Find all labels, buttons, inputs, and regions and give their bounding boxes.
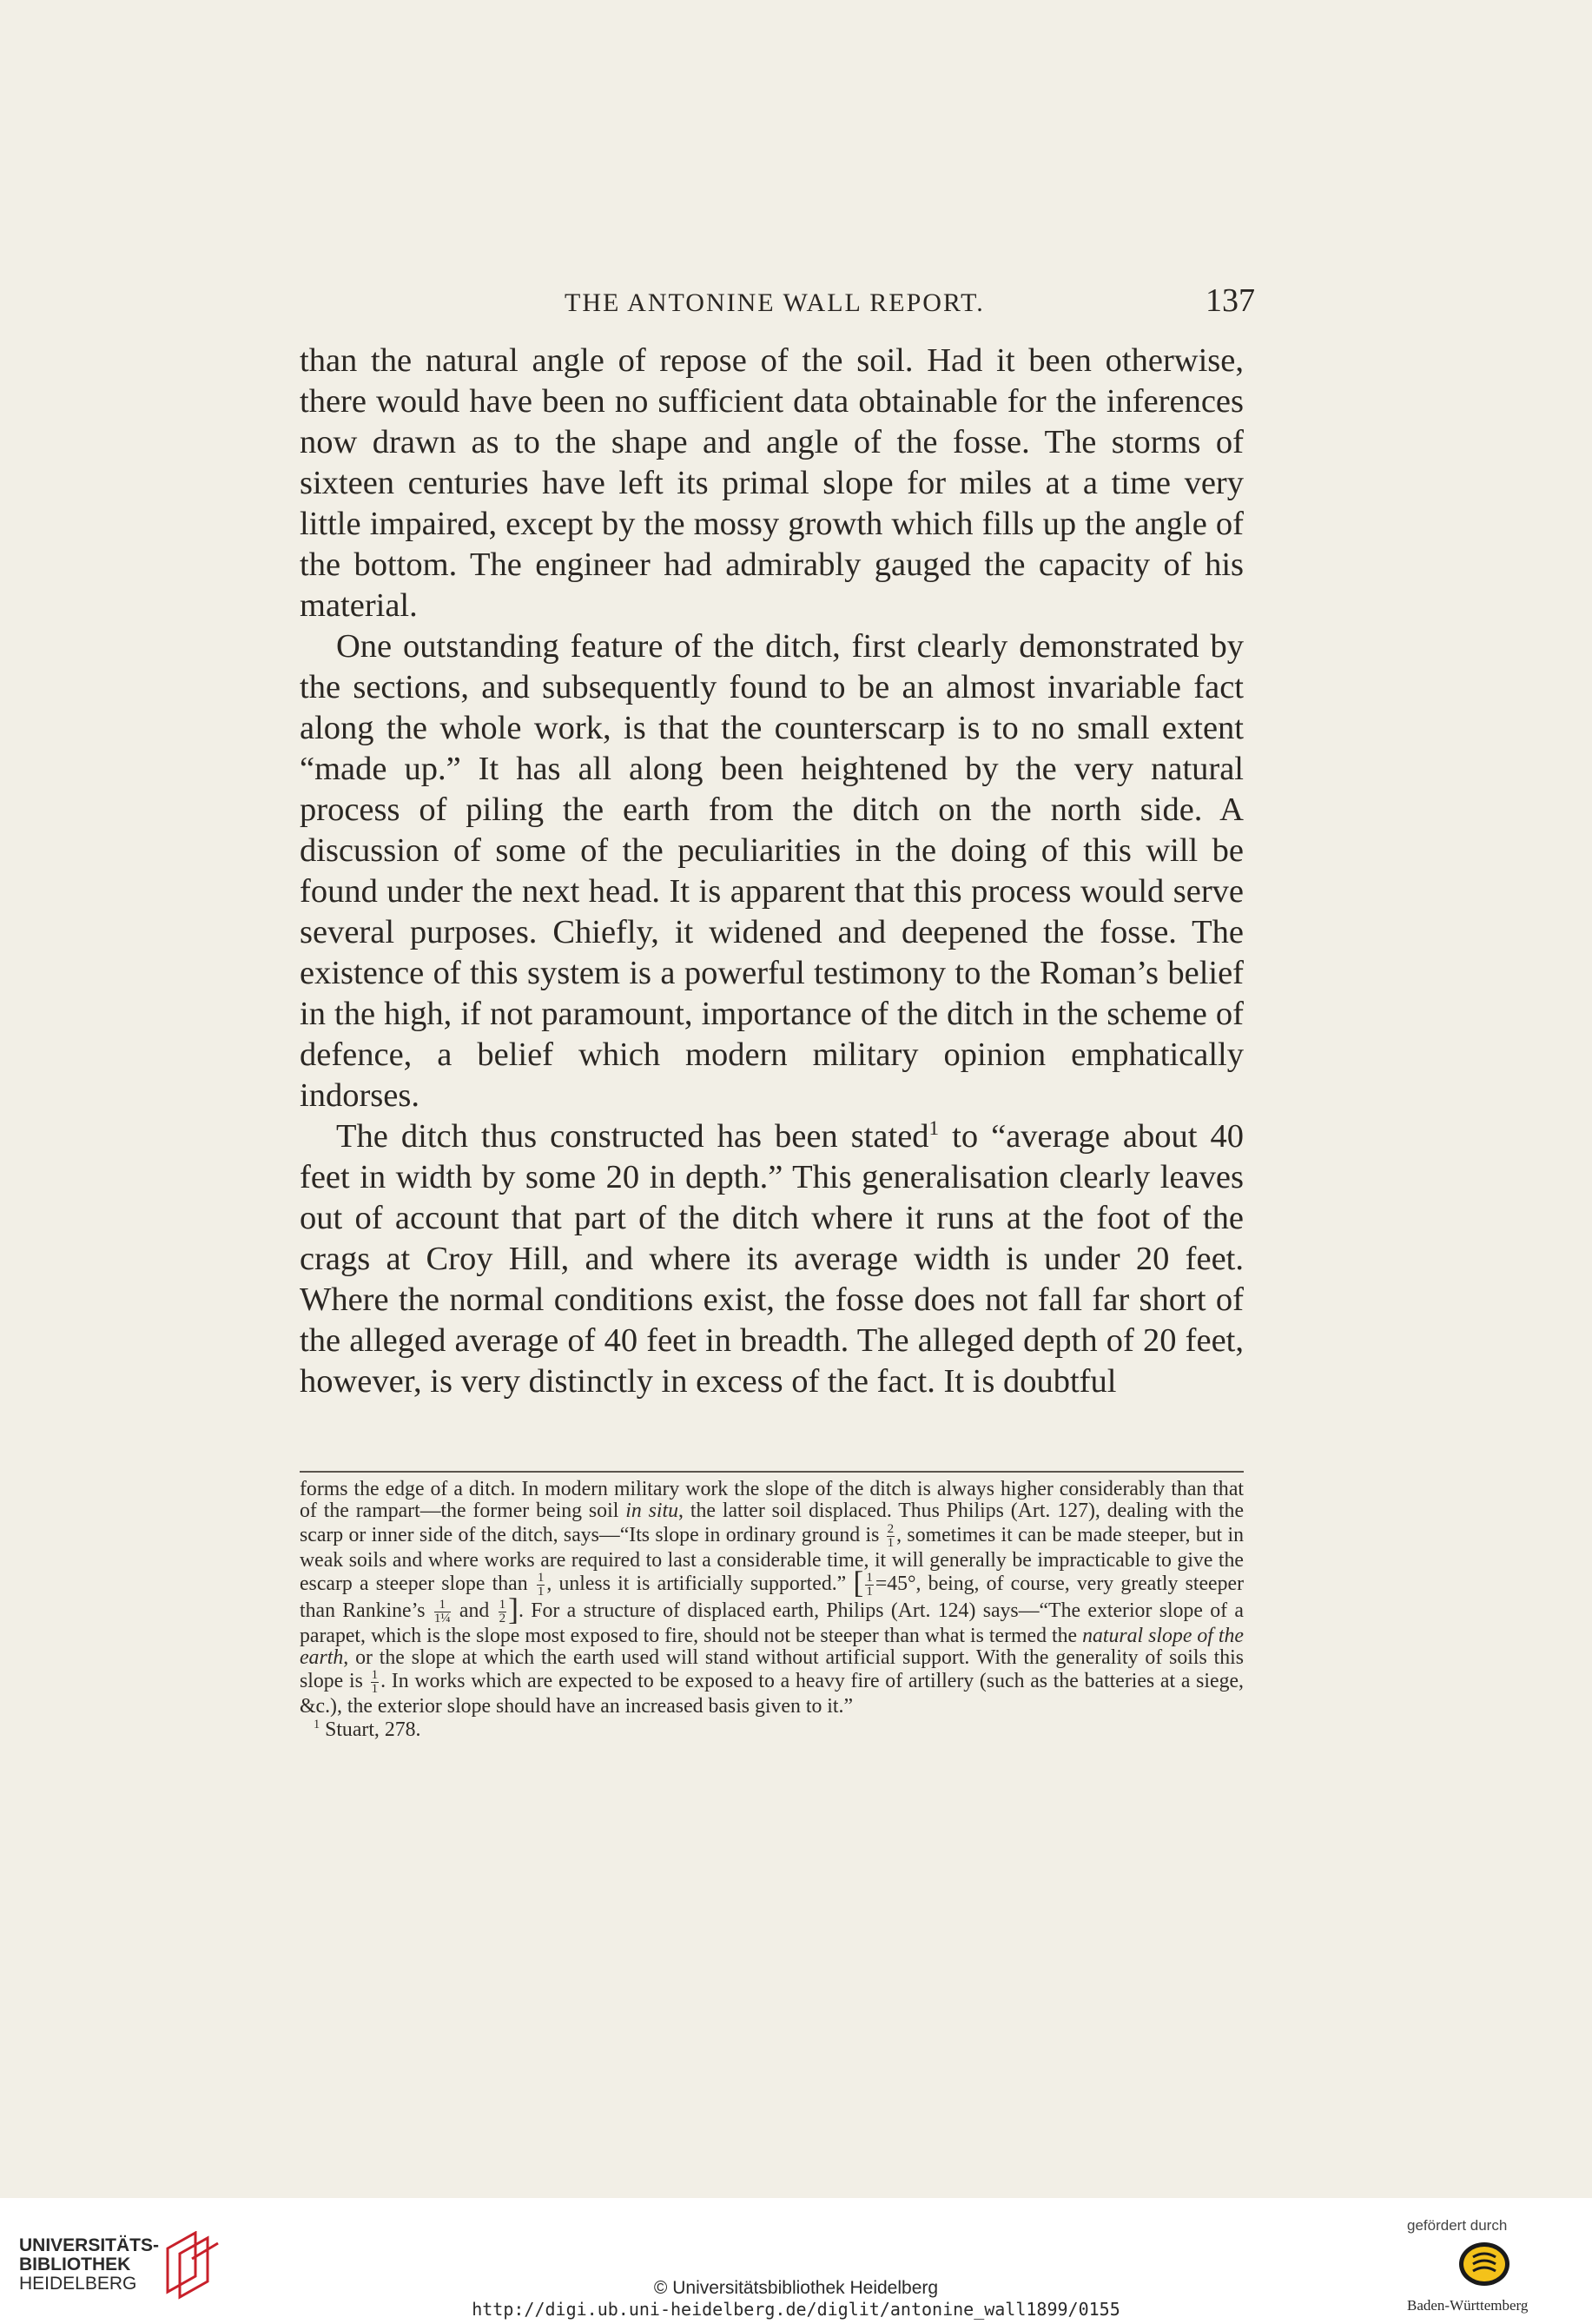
footnote-rule [300, 1471, 1244, 1473]
fraction-numerator: 1 [434, 1599, 451, 1612]
fraction-denominator: 1 [537, 1584, 545, 1599]
footnote-1-number: 1 [314, 1717, 320, 1731]
fraction-numerator: 1 [866, 1570, 873, 1585]
fraction-denominator: 1 [371, 1682, 379, 1697]
permalink-url[interactable]: http://digi.ub.uni-heidelberg.de/diglit/antonine_wall1899/0155 [472, 2299, 1120, 2320]
funded-by-label: gefördert durch [1407, 2217, 1508, 2234]
footnote-1-text: Stuart, 278. [320, 1718, 421, 1741]
paragraph-3 [300, 1116, 1244, 1402]
fn-text-6: and [452, 1599, 497, 1622]
paragraph-2: One outstanding feature of the ditch, first clearly demonstrated by the sections, and subsequently found to be an almost invariable fact along the whole work, is that the counterscarp is to no small extent “made up.” It has all along been heightened by the very natural process of piling the earth from the ditch on the north side. A discussion of some of the peculiarities in the doing of this will be found under the next head. It is apparent that this process would serve several purposes. Chiefly, it widened and deepened the fosse. The existence of this system is a powerful testimony to the Roman’s belief in the high, if not paramount, importance of the ditch in the scheme of defence, a belief which modern military opinion emphatically indorses. [300, 628, 1244, 1114]
fraction-1-2 [499, 1599, 507, 1625]
footnote-1 [300, 1719, 1244, 1741]
page-number: 137 [1206, 282, 1255, 319]
fraction-denominator: 1 [866, 1584, 873, 1599]
state-name: Baden-Württemberg [1407, 2297, 1529, 2314]
copyright-notice: © Universitätsbibliothek Heidelberg [653, 2278, 939, 2298]
fraction-numerator: 1 [371, 1668, 379, 1683]
fn-italic-natural-slope: natural slope of the earth [300, 1624, 1244, 1670]
fraction-1-1-b [865, 1572, 874, 1599]
fraction-1-1-quarter [434, 1599, 451, 1625]
body-text [300, 341, 1244, 1402]
footnote-continued [300, 1479, 1244, 1718]
fraction-denominator: 2 [499, 1611, 506, 1625]
running-head [300, 282, 1255, 330]
fn-text-7: . For a structure of displaced earth, Philips (Art. 124) says—“The exterior slope of a parapet, which is the slope most exposed to fire, should not be steeper than what is termed the [300, 1599, 1244, 1647]
footnote-reference: 1 [928, 1116, 940, 1140]
fraction-numerator: 2 [887, 1521, 895, 1536]
footer-banner [0, 2198, 1592, 2324]
paragraph-1: than the natural angle of repose of the soil. Had it been otherwise, there would have been no sufficient data obtainable for the inferences now drawn as to the shape and angle of the fosse. The storms of sixteen centuries have left its primal slope for miles at a time very little impaired, except by the mossy growth which fills up the angle of the bottom. The engineer had admirably gauged the capacity of his material. [300, 342, 1244, 624]
running-head-title: THE ANTONINE WALL REPORT. [565, 288, 985, 317]
right-bracket: ] [508, 1591, 519, 1626]
fn-text-2: , the latter soil displaced. Thus Philips (Art. 127), dealing with the scarp or inner side of the ditch, says—“Its slope in ordinary ground is [300, 1500, 1245, 1546]
left-bracket: [ [853, 1564, 864, 1599]
fn-italic-in-situ: in situ [625, 1500, 679, 1523]
fraction-denominator: 1¼ [433, 1611, 451, 1625]
paragraph-3-rest: to “average about 40 feet in width by some 20 in depth.” This generalisation clearly leaves out of account that part of the ditch where it runs at the foot of the crags at Croy Hill, and where its average width is under 20 feet. Where the normal conditions exist, the fosse does not fall far short of the alleged average of 40 feet in breadth. The alleged depth of 20 feet, however, is very distinctly in excess of the fact. It is doubtful [300, 1118, 1244, 1400]
footnotes [300, 1479, 1244, 1741]
library-line-1: UNIVERSITÄTS- [19, 2235, 160, 2255]
fraction-numerator: 1 [499, 1597, 506, 1612]
library-line-2: BIBLIOTHEK [19, 2254, 131, 2274]
fn-text-3: , sometimes it can be made steeper, but in weak soils and where works are required to last a considerable time, it will generally be impracticable to give the escarp a steeper slope than [300, 1523, 1244, 1595]
baden-wuerttemberg-crest-icon[interactable] [1457, 2240, 1511, 2288]
fn-text-5: =45°, being, of course, very greatly steeper than Rankine’s [300, 1572, 1245, 1622]
library-line-3: HEIDELBERG [19, 2274, 137, 2294]
fraction-denominator: 1 [887, 1535, 895, 1550]
fraction-numerator: 1 [537, 1570, 545, 1585]
paragraph-3-start: The ditch thus constructed has been stated [336, 1118, 929, 1155]
fn-text-9: . In works which are expected to be exposed to a heavy fire of artillery (such as the batteries at a siege, &c.), the exterior slope should have an increased basis given to it.” [300, 1670, 1244, 1718]
fn-text-8: , or the slope at which the earth used will stand without artificial support. With the generality of soils this slope is [300, 1646, 1244, 1693]
fraction-2-1 [887, 1523, 895, 1550]
fraction-1-1 [537, 1572, 545, 1599]
fn-text-4: , unless it is artificially supported.” [546, 1572, 854, 1595]
fraction-1-1-c [371, 1669, 380, 1696]
fn-text-1: forms the edge of a ditch. In modern military work the slope of the ditch is always higher considerably than that of the rampart—the former being soil [300, 1478, 1244, 1523]
